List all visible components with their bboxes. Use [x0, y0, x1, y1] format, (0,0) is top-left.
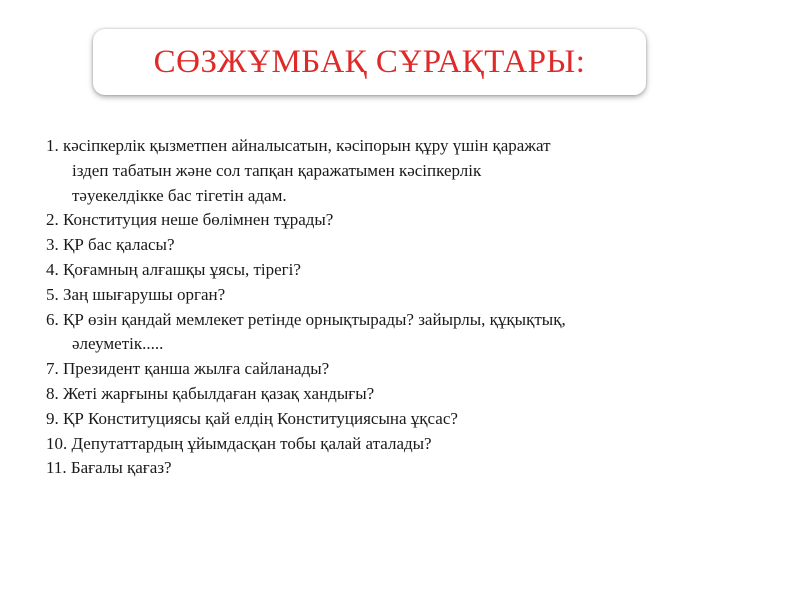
question-item-11	[46, 456, 766, 481]
question-item-7	[46, 357, 766, 382]
question-5-line-1: 5. Заң шығарушы орган?	[46, 284, 226, 304]
title-box	[93, 29, 646, 95]
question-1-line-2: іздеп табатын және сол тапқан қаражатымен кәсіпкерлік	[72, 160, 482, 180]
question-6-line-1: 6. ҚР өзін қандай мемлекет ретінде орнықтырады? зайырлы, құқықтық,	[46, 309, 566, 329]
question-2-line-1: 2. Конституция неше бөлімнен тұрады?	[46, 210, 334, 230]
question-item-4	[46, 258, 766, 283]
question-item-1	[46, 134, 766, 208]
question-6-line-2: әлеуметік.....	[72, 334, 164, 354]
question-1-line-3: тәуекелдікке бас тігетін адам.	[72, 185, 287, 205]
page-title: СӨЗЖҰМБАҚ СҰРАҚТАРЫ:	[153, 43, 586, 80]
question-8-line-1: 8. Жеті жарғыны қабылдаған қазақ хандығы?	[46, 383, 375, 403]
question-item-3	[46, 233, 766, 258]
question-4-line-1: 4. Қоғамның алғашқы ұясы, тірегі?	[46, 259, 301, 279]
question-item-6	[46, 308, 766, 358]
question-3-line-1: 3. ҚР бас қаласы?	[46, 235, 175, 255]
question-11-line-1: 11. Бағалы қағаз?	[46, 458, 172, 478]
question-9-line-1: 9. ҚР Конституциясы қай елдің Конституциясына ұқсас?	[46, 408, 458, 428]
question-item-2	[46, 208, 766, 233]
question-item-10	[46, 432, 766, 457]
question-list	[46, 134, 766, 481]
question-1-line-1: 1. кәсіпкерлік қызметпен айналысатын, кәсіпорын құру үшін қаражат	[46, 136, 551, 155]
question-10-line-1: 10. Депутаттардың ұйымдасқан тобы қалай аталады?	[46, 433, 432, 453]
question-7-line-1: 7. Президент қанша жылға сайланады?	[46, 359, 330, 379]
question-item-9	[46, 407, 766, 432]
question-item-8	[46, 382, 766, 407]
question-item-5	[46, 283, 766, 308]
